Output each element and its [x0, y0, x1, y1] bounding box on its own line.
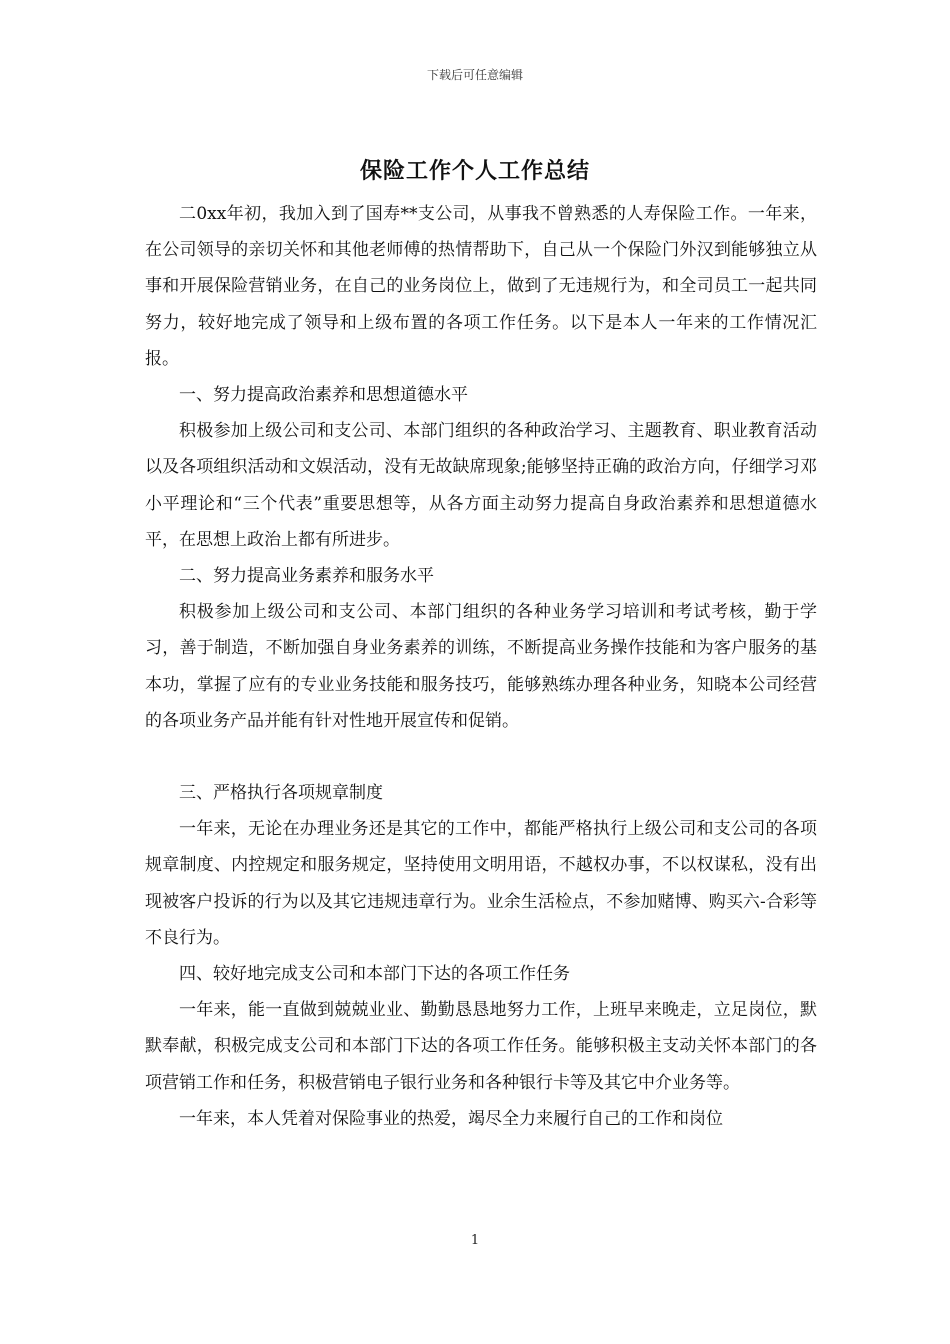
paragraph-section-1: 积极参加上级公司和支公司、本部门组织的各种政治学习、主题教育、职业教育活动以及各项组织活动和文娱活动，没有无故缺席现象;能够坚持正确的政治方向，仔细学习邓小平理论和“三个代表”重要思想等，从各方面主动努力提高自身政治素养和思想道德水平，在思想上政治上都有所进步。	[145, 421, 817, 550]
paragraph-section-2: 积极参加上级公司和支公司、本部门组织的各种业务学习培训和考试考核，勤于学习，善于制造，不断加强自身业务素养的训练，不断提高业务操作技能和为客户服务的基本功，掌握了应有的专业业务技能和服务技巧，能够熟练办理各种业务，知晓本公司经营的各项业务产品并能有针对性地开展宣传和促销。	[145, 602, 817, 731]
page-number: 1	[470, 1233, 480, 1248]
section-heading-4: 四、较好地完成支公司和本部门下达的各项工作任务	[179, 964, 570, 985]
section-heading-1: 一、努力提高政治素养和思想道德水平	[179, 385, 468, 406]
paragraph-section-4: 一年来，能一直做到兢兢业业、勤勤恳恳地努力工作，上班早来晚走，立足岗位，默默奉献，积极完成支公司和本部门下达的各项工作任务。能够积极主支动关怀本部门的各项营销工作和任务，积极营销电子银行业务和各种银行卡等及其它中介业务等。	[145, 1000, 817, 1093]
paragraph-section-3: 一年来，无论在办理业务还是其它的工作中，都能严格执行上级公司和支公司的各项规章制度、内控规定和服务规定，坚持使用文明用语，不越权办事，不以权谋私，没有出现被客户投诉的行为以及其它违规违章行为。业余生活检点，不参加赌博、购买六-合彩等不良行为。	[145, 819, 817, 948]
section-heading-3: 三、严格执行各项规章制度	[179, 783, 383, 804]
page-header-note: 下载后可任意编辑	[426, 68, 523, 82]
paragraph-closing: 一年来，本人凭着对保险事业的热爱，竭尽全力来履行自己的工作和岗位	[179, 1108, 723, 1129]
document-body	[145, 196, 817, 1137]
section-heading-2: 二、努力提高业务素养和服务水平	[179, 566, 434, 587]
document-title: 保险工作个人工作总结	[359, 158, 590, 184]
paragraph-intro: 二0xx年初，我加入到了国寿**支公司，从事我不曾熟悉的人寿保险工作。一年来，在公司领导的亲切关怀和其他老师傅的热情帮助下，自己从一个保险门外汉到能够独立从事和开展保险营销业务，在自己的业务岗位上，做到了无违规行为，和全司员工一起共同努力，较好地完成了领导和上级布置的各项工作任务。以下是本人一年来的工作情况汇报。	[145, 204, 817, 369]
